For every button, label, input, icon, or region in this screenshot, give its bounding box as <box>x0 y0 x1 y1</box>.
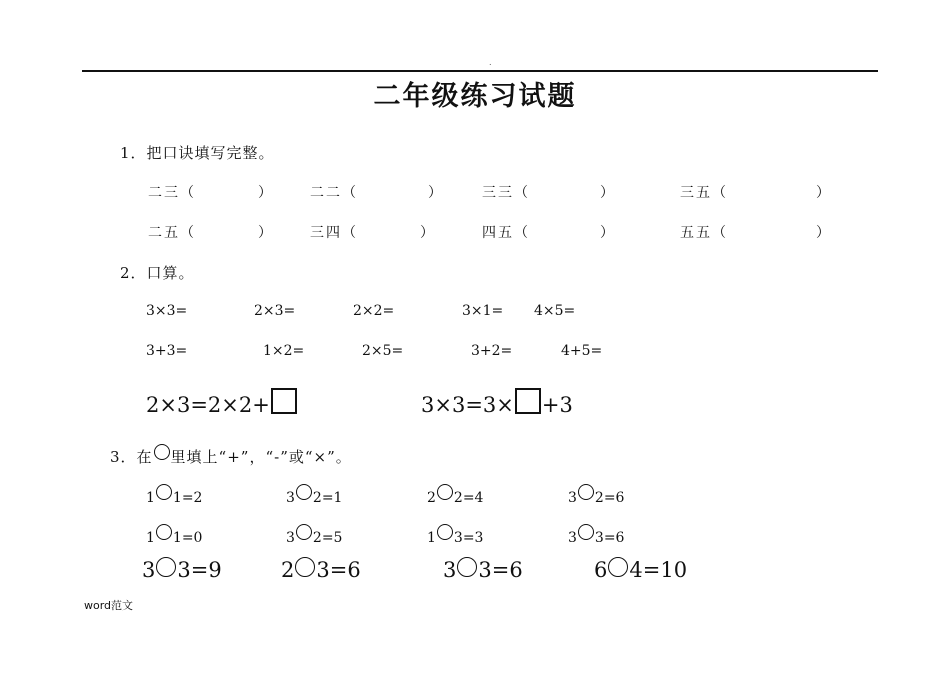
q1-item-label: 四五（ <box>482 225 530 241</box>
q3-equation-rest: 1=0 <box>172 530 203 546</box>
header-rule <box>82 70 878 72</box>
q2-expression: 2×3= <box>254 303 296 319</box>
q2-expression: 2×2= <box>353 303 395 319</box>
q1-item-label: 五五（ <box>680 225 728 241</box>
q2-expression: 3×1= <box>462 303 504 319</box>
question-2-prompt: 2．口算。 <box>120 264 195 282</box>
q3-operand-left: 1 <box>146 490 155 506</box>
q3-prompt-end: 里填上“+”，“-”或“×”。 <box>170 448 352 466</box>
q2-box-equation-1 <box>146 388 298 417</box>
q1-close-paren: ） <box>258 185 274 201</box>
q1-close-paren: ） <box>816 185 832 201</box>
q3-equation <box>427 524 483 546</box>
header-dot: . <box>489 58 492 67</box>
q1-item <box>680 182 830 202</box>
q1-item-label: 二五（ <box>148 225 196 241</box>
q3-operand-left: 1 <box>146 530 155 546</box>
q3-equation <box>286 484 342 506</box>
operator-circle[interactable] <box>437 524 453 540</box>
q3-equation-rest: 4=10 <box>629 558 688 582</box>
page-title: 二年级练习试题 <box>373 81 577 112</box>
q1-item <box>482 222 616 242</box>
operator-circle[interactable] <box>156 524 172 540</box>
operator-circle[interactable] <box>296 524 312 540</box>
q1-close-paren: ） <box>600 225 616 241</box>
operator-circle[interactable] <box>578 484 594 500</box>
q2-expression: 3+3= <box>146 343 188 359</box>
q3-equation <box>568 524 624 546</box>
q2-expression: 3+2= <box>471 343 513 359</box>
operator-circle[interactable] <box>295 557 315 577</box>
q3-operand-left: 6 <box>594 558 608 582</box>
q2-expression: 1×2= <box>263 343 305 359</box>
operator-circle[interactable] <box>608 557 628 577</box>
q1-item-label: 三五（ <box>680 185 728 201</box>
q3-equation-rest: 3=9 <box>177 558 222 582</box>
q1-close-paren: ） <box>420 225 436 241</box>
q3-equation-rest: 2=1 <box>312 490 343 506</box>
question-1-prompt: 1．把口诀填写完整。 <box>120 144 275 162</box>
q1-item <box>482 182 616 202</box>
q3-equation <box>146 524 202 546</box>
q1-item <box>148 222 274 242</box>
q1-close-paren: ） <box>816 225 832 241</box>
q3-equation <box>427 484 483 506</box>
operator-circle[interactable] <box>156 484 172 500</box>
answer-box[interactable] <box>271 388 297 414</box>
operator-circle[interactable] <box>578 524 594 540</box>
q3-operand-left: 2 <box>281 558 295 582</box>
q1-item <box>310 182 444 202</box>
q2-expression: 3×3= <box>146 303 188 319</box>
q3-equation <box>443 557 523 582</box>
q1-item-label: 二二（ <box>310 185 358 201</box>
q1-item <box>310 222 440 242</box>
q3-operand-left: 3 <box>286 490 295 506</box>
q3-operand-left: 2 <box>427 490 436 506</box>
q1-item <box>148 182 274 202</box>
q1-item <box>680 222 830 242</box>
q3-operand-left: 3 <box>568 490 577 506</box>
operator-circle[interactable] <box>457 557 477 577</box>
answer-box[interactable] <box>515 388 541 414</box>
page-footer: word范文 <box>84 599 134 612</box>
q2-box-equation-text: 3×3=3× <box>421 393 514 417</box>
operator-circle[interactable] <box>156 557 176 577</box>
q1-item-label: 三四（ <box>310 225 358 241</box>
q2-expression: 4×5= <box>534 303 576 319</box>
q2-expression: 2×5= <box>362 343 404 359</box>
operator-circle[interactable] <box>437 484 453 500</box>
q1-close-paren: ） <box>428 185 444 201</box>
q2-expression: 4+5= <box>561 343 603 359</box>
q3-operand-left: 3 <box>568 530 577 546</box>
q3-equation <box>146 484 202 506</box>
circle-icon <box>154 444 170 460</box>
q2-box-equation-2 <box>421 388 573 417</box>
q3-equation-rest: 3=6 <box>594 530 625 546</box>
q3-equation-rest: 3=6 <box>316 558 361 582</box>
q1-close-paren: ） <box>600 185 616 201</box>
q1-close-paren: ） <box>258 225 274 241</box>
q3-equation-rest: 3=3 <box>453 530 484 546</box>
q3-prompt-start: 3．在 <box>110 448 153 466</box>
q2-box-equation-text: +3 <box>541 393 573 417</box>
q3-equation-rest: 2=6 <box>594 490 625 506</box>
q3-equation <box>142 557 222 582</box>
operator-circle[interactable] <box>296 484 312 500</box>
q3-equation-rest: 1=2 <box>172 490 203 506</box>
q3-operand-left: 3 <box>443 558 457 582</box>
q3-equation <box>281 557 361 582</box>
q3-equation-rest: 2=5 <box>312 530 343 546</box>
q1-item-label: 二三（ <box>148 185 196 201</box>
q1-item-label: 三三（ <box>482 185 530 201</box>
q3-equation <box>594 557 687 582</box>
q3-operand-left: 1 <box>427 530 436 546</box>
question-3-prompt <box>110 444 352 467</box>
q3-operand-left: 3 <box>286 530 295 546</box>
q3-equation-rest: 3=6 <box>478 558 523 582</box>
q3-equation <box>286 524 342 546</box>
q3-equation-rest: 2=4 <box>453 490 484 506</box>
q2-box-equation-text: 2×3=2×2+ <box>146 393 270 417</box>
q3-operand-left: 3 <box>142 558 156 582</box>
q3-equation <box>568 484 624 506</box>
